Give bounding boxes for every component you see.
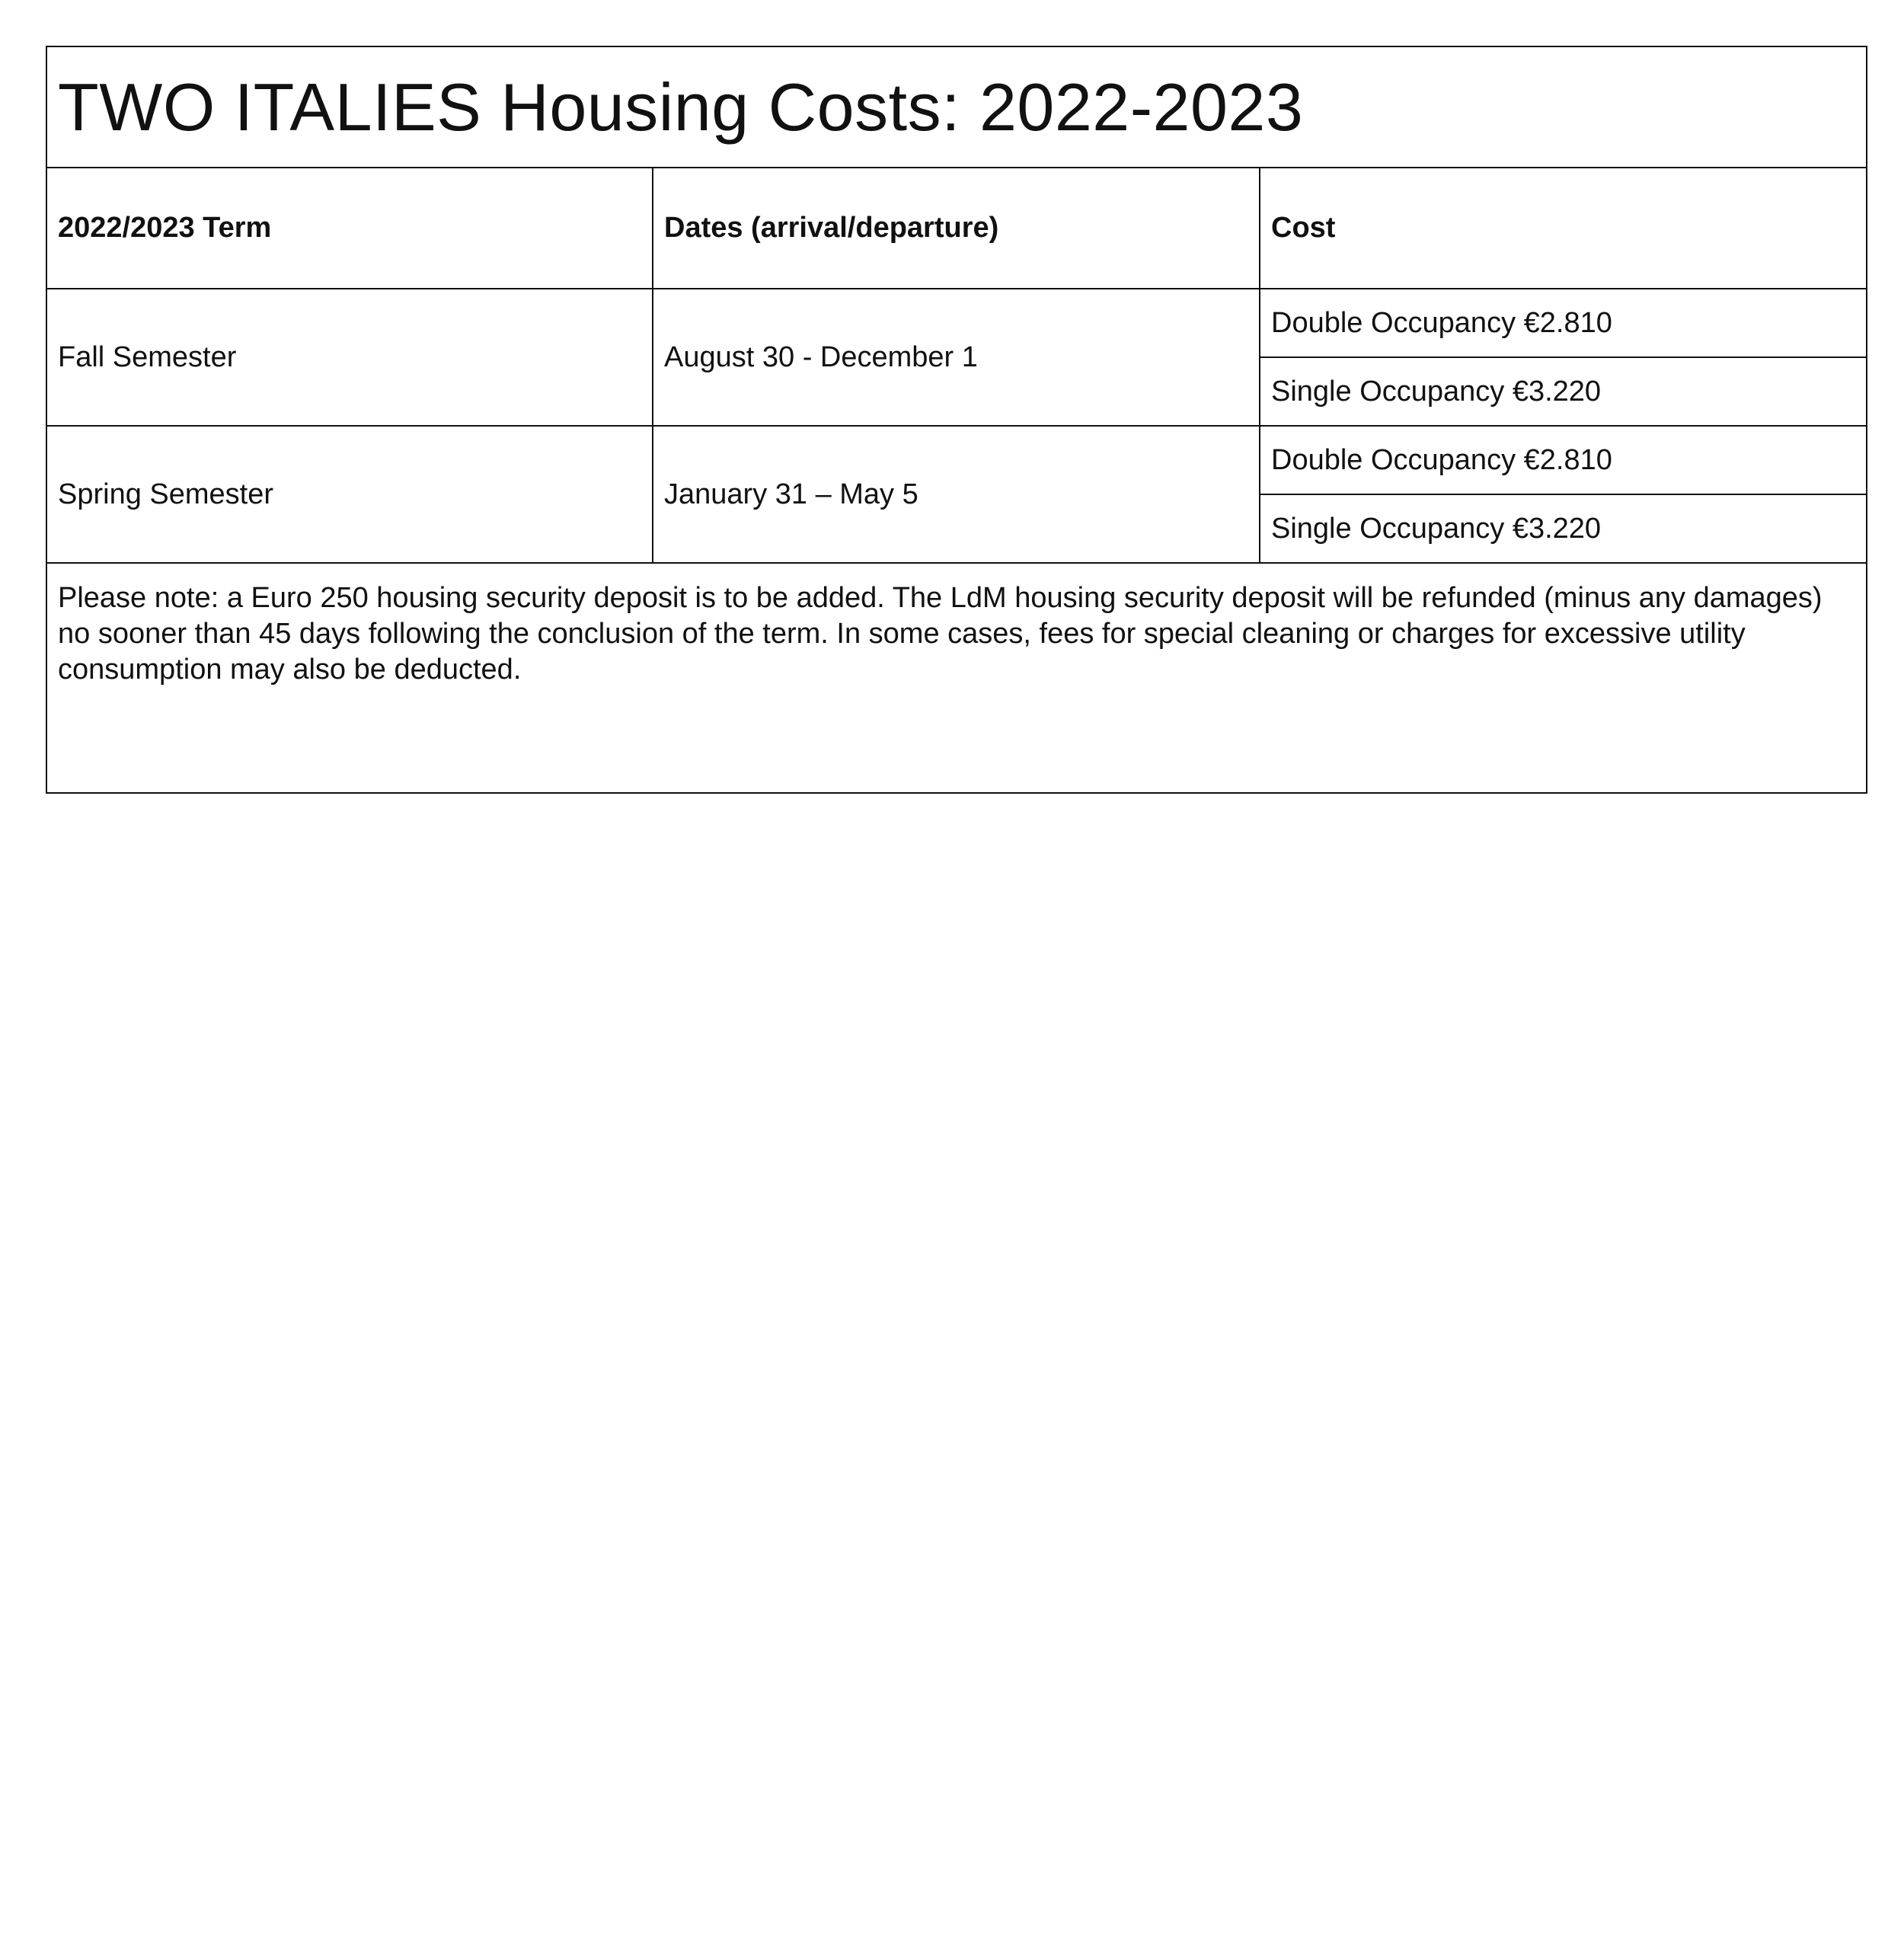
housing-costs-table [46, 46, 1867, 794]
deposit-note: Please note: a Euro 250 housing security deposit is to be added. The LdM housing security deposit will be refunded (minus any damages) no sooner than 45 days following the conclusion of the term. In some cases, fees for special cleaning or charges for excessive utility consumption may also be deducted. [46, 563, 1867, 793]
table-row-spring-1 [46, 426, 1867, 494]
fall-term-cell: Fall Semester [46, 289, 653, 426]
header-term: 2022/2023 Term [46, 168, 653, 289]
header-row [46, 168, 1867, 289]
fall-single-cost: Single Occupancy €3.220 [1260, 357, 1867, 426]
header-dates: Dates (arrival/departure) [653, 168, 1260, 289]
fall-dates-cell: August 30 - December 1 [653, 289, 1260, 426]
spring-double-cost: Double Occupancy €2.810 [1260, 426, 1867, 494]
fall-double-cost: Double Occupancy €2.810 [1260, 289, 1867, 357]
title-row [46, 46, 1867, 168]
note-row [46, 563, 1867, 793]
table-row-fall-1 [46, 289, 1867, 357]
spring-term-cell: Spring Semester [46, 426, 653, 563]
spring-dates-cell: January 31 – May 5 [653, 426, 1260, 563]
document-title: TWO ITALIES Housing Costs: 2022-2023 [46, 46, 1867, 168]
spring-single-cost: Single Occupancy €3.220 [1260, 494, 1867, 563]
header-cost: Cost [1260, 168, 1867, 289]
